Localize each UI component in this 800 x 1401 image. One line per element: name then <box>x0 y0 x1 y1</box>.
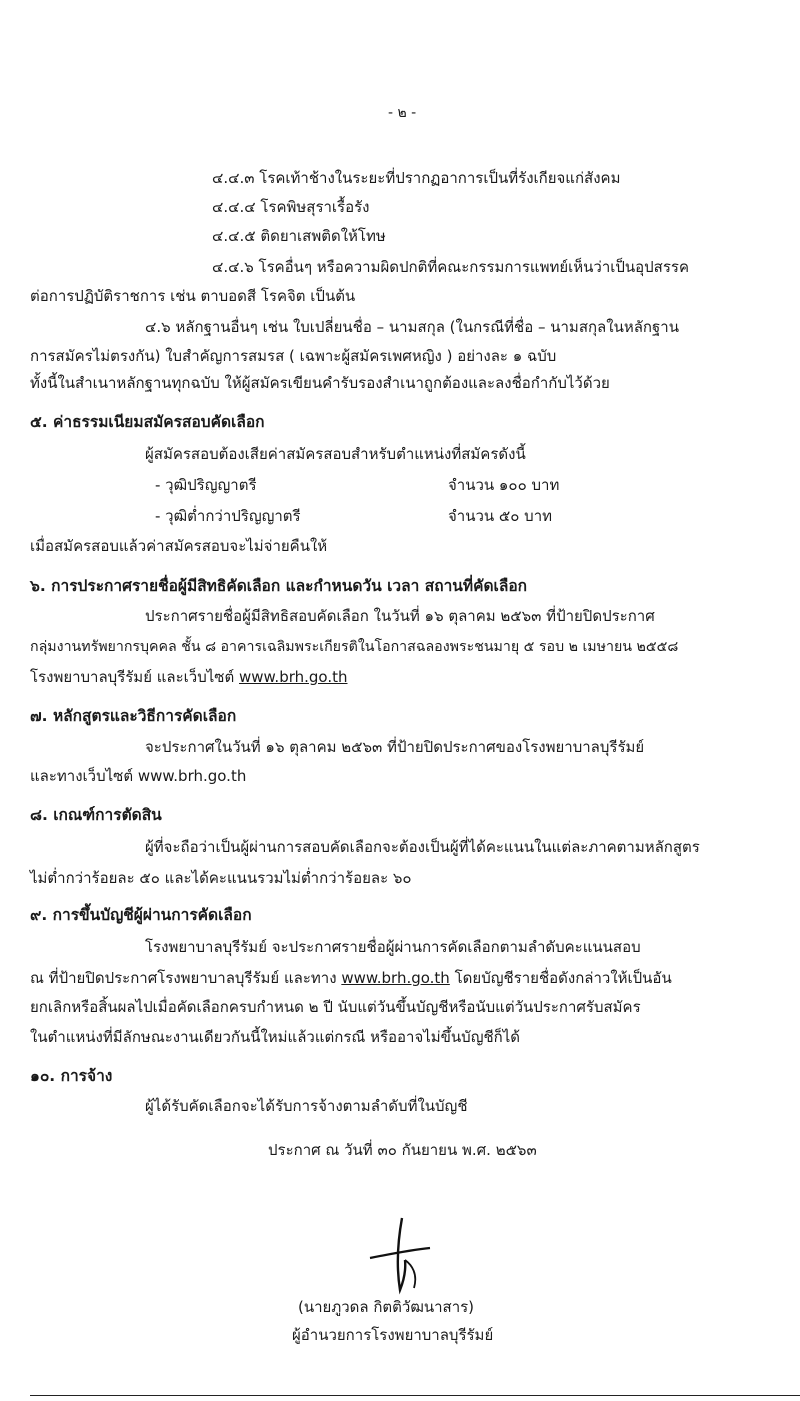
section-9-line2-post: โดยบัญชีรายชื่อดังกล่าวให้เป็นอัน <box>454 969 672 987</box>
fee-label-bachelor: - วุฒิปริญญาตรี <box>155 476 257 494</box>
section-10-heading: ๑๐. การจ้าง <box>30 1067 113 1085</box>
section-6-line3 <box>30 667 348 687</box>
section-5-heading: ๕. ค่าธรรมเนียมสมัครสอบคัดเลือก <box>30 413 265 431</box>
signature-mark <box>360 1210 450 1300</box>
item-4-4-3: ๔.๔.๓ โรคเท้าช้างในระยะที่ปรากฏอาการเป็นที่รังเกียจแก่สังคม <box>212 169 621 187</box>
fee-amount-bachelor: จำนวน ๑๐๐ บาท <box>448 476 560 494</box>
signer-name: (นายภูวดล กิตติวัฒนาสาร) <box>298 1298 475 1316</box>
signer-title: ผู้อำนวยการโรงพยาบาลบุรีรัมย์ <box>292 1326 494 1344</box>
item-4-4-6-continuation: ต่อการปฏิบัติราชการ เช่น ตาบอดสี โรคจิต เป็นต้น <box>30 287 356 305</box>
website-link-section-9[interactable]: www.brh.go.th <box>341 969 450 987</box>
bottom-rule <box>30 1395 800 1396</box>
fee-label-below-bachelor: - วุฒิต่ำกว่าปริญญาตรี <box>155 507 301 525</box>
section-6-line2: กลุ่มงานทรัพยากรบุคคล ชั้น ๘ อาคารเฉลิมพระเกียรติในโอกาสฉลองพระชนมายุ ๕ รอบ ๒ เมษายน ๒๕๕๘ <box>30 639 679 655</box>
section-6-line3-text: โรงพยาบาลบุรีรัมย์ และเว็บไซต์ <box>30 668 235 686</box>
item-4-6-line2: การสมัครไม่ตรงกัน) ใบสำคัญการสมรส ( เฉพาะผู้สมัครเพศหญิง ) อย่างละ ๑ ฉบับ <box>30 347 557 365</box>
section-9-line4: ในตำแหน่งที่มีลักษณะงานเดียวกันนี้ใหม่แล้วแต่กรณี หรืออาจไม่ขึ้นบัญชีก็ได้ <box>30 1028 521 1046</box>
section-9-line1: โรงพยาบาลบุรีรัมย์ จะประกาศรายชื่อผู้ผ่านการคัดเลือกตามลำดับคะแนนสอบ <box>145 938 641 956</box>
item-4-4-5: ๔.๔.๕ ติดยาเสพติดให้โทษ <box>212 227 386 245</box>
item-4-6-line3: ทั้งนี้ในสำเนาหลักฐานทุกฉบับ ให้ผู้สมัครเขียนคำรับรองสำเนาถูกต้องและลงชื่อกำกับไว้ด้วย <box>30 374 610 392</box>
page-number: - ๒ - <box>388 105 417 121</box>
section-7-heading: ๗. หลักสูตรและวิธีการคัดเลือก <box>30 707 237 725</box>
item-4-4-4: ๔.๔.๔ โรคพิษสุราเรื้อรัง <box>212 198 370 216</box>
section-5-note: เมื่อสมัครสอบแล้วค่าสมัครสอบจะไม่จ่ายคืนให้ <box>30 537 328 555</box>
section-5-intro: ผู้สมัครสอบต้องเสียค่าสมัครสอบสำหรับตำแหน่งที่สมัครดังนี้ <box>145 445 526 463</box>
section-9-line2-pre: ณ ที่ป้ายปิดประกาศโรงพยาบาลบุรีรัมย์ และทาง <box>30 969 337 987</box>
section-8-heading: ๘. เกณฑ์การตัดสิน <box>30 806 162 824</box>
section-6-line1: ประกาศรายชื่อผู้มีสิทธิสอบคัดเลือก ในวันที่ ๑๖ ตุลาคม ๒๕๖๓ ที่ป้ายปิดประกาศ <box>145 607 655 625</box>
fee-amount-below-bachelor: จำนวน ๕๐ บาท <box>448 507 553 525</box>
item-4-4-6: ๔.๔.๖ โรคอื่นๆ หรือความผิดปกติที่คณะกรรมการแพทย์เห็นว่าเป็นอุปสรรค <box>212 258 689 276</box>
section-7-line2: และทางเว็บไซต์ www.brh.go.th <box>30 767 247 785</box>
section-9-line3: ยกเลิกหรือสิ้นผลไปเมื่อคัดเลือกครบกำหนด ๒ ปี นับแต่วันขึ้นบัญชีหรือนับแต่วันประกาศรับสมัคร <box>30 998 641 1016</box>
section-7-line1: จะประกาศในวันที่ ๑๖ ตุลาคม ๒๕๖๓ ที่ป้ายปิดประกาศของโรงพยาบาลบุรีรัมย์ <box>145 738 645 756</box>
website-link-section-6[interactable]: www.brh.go.th <box>239 668 348 686</box>
section-9-line2 <box>30 968 672 988</box>
section-6-heading: ๖. การประกาศรายชื่อผู้มีสิทธิคัดเลือก และกำหนดวัน เวลา สถานที่คัดเลือก <box>30 577 528 595</box>
section-9-heading: ๙. การขึ้นบัญชีผู้ผ่านการคัดเลือก <box>30 906 252 924</box>
section-8-line1: ผู้ที่จะถือว่าเป็นผู้ผ่านการสอบคัดเลือกจะต้องเป็นผู้ที่ได้คะแนนในแต่ละภาคตามหลักสูตร <box>145 838 700 856</box>
announcement-date: ประกาศ ณ วันที่ ๓๐ กันยายน พ.ศ. ๒๕๖๓ <box>268 1141 537 1159</box>
item-4-6-line1: ๔.๖ หลักฐานอื่นๆ เช่น ใบเปลี่ยนชื่อ – นามสกุล (ในกรณีที่ชื่อ – นามสกุลในหลักฐาน <box>145 318 679 336</box>
section-8-line2: ไม่ต่ำกว่าร้อยละ ๕๐ และได้คะแนนรวมไม่ต่ำกว่าร้อยละ ๖๐ <box>30 869 412 887</box>
section-10-line: ผู้ได้รับคัดเลือกจะได้รับการจ้างตามลำดับที่ในบัญชี <box>145 1097 468 1115</box>
